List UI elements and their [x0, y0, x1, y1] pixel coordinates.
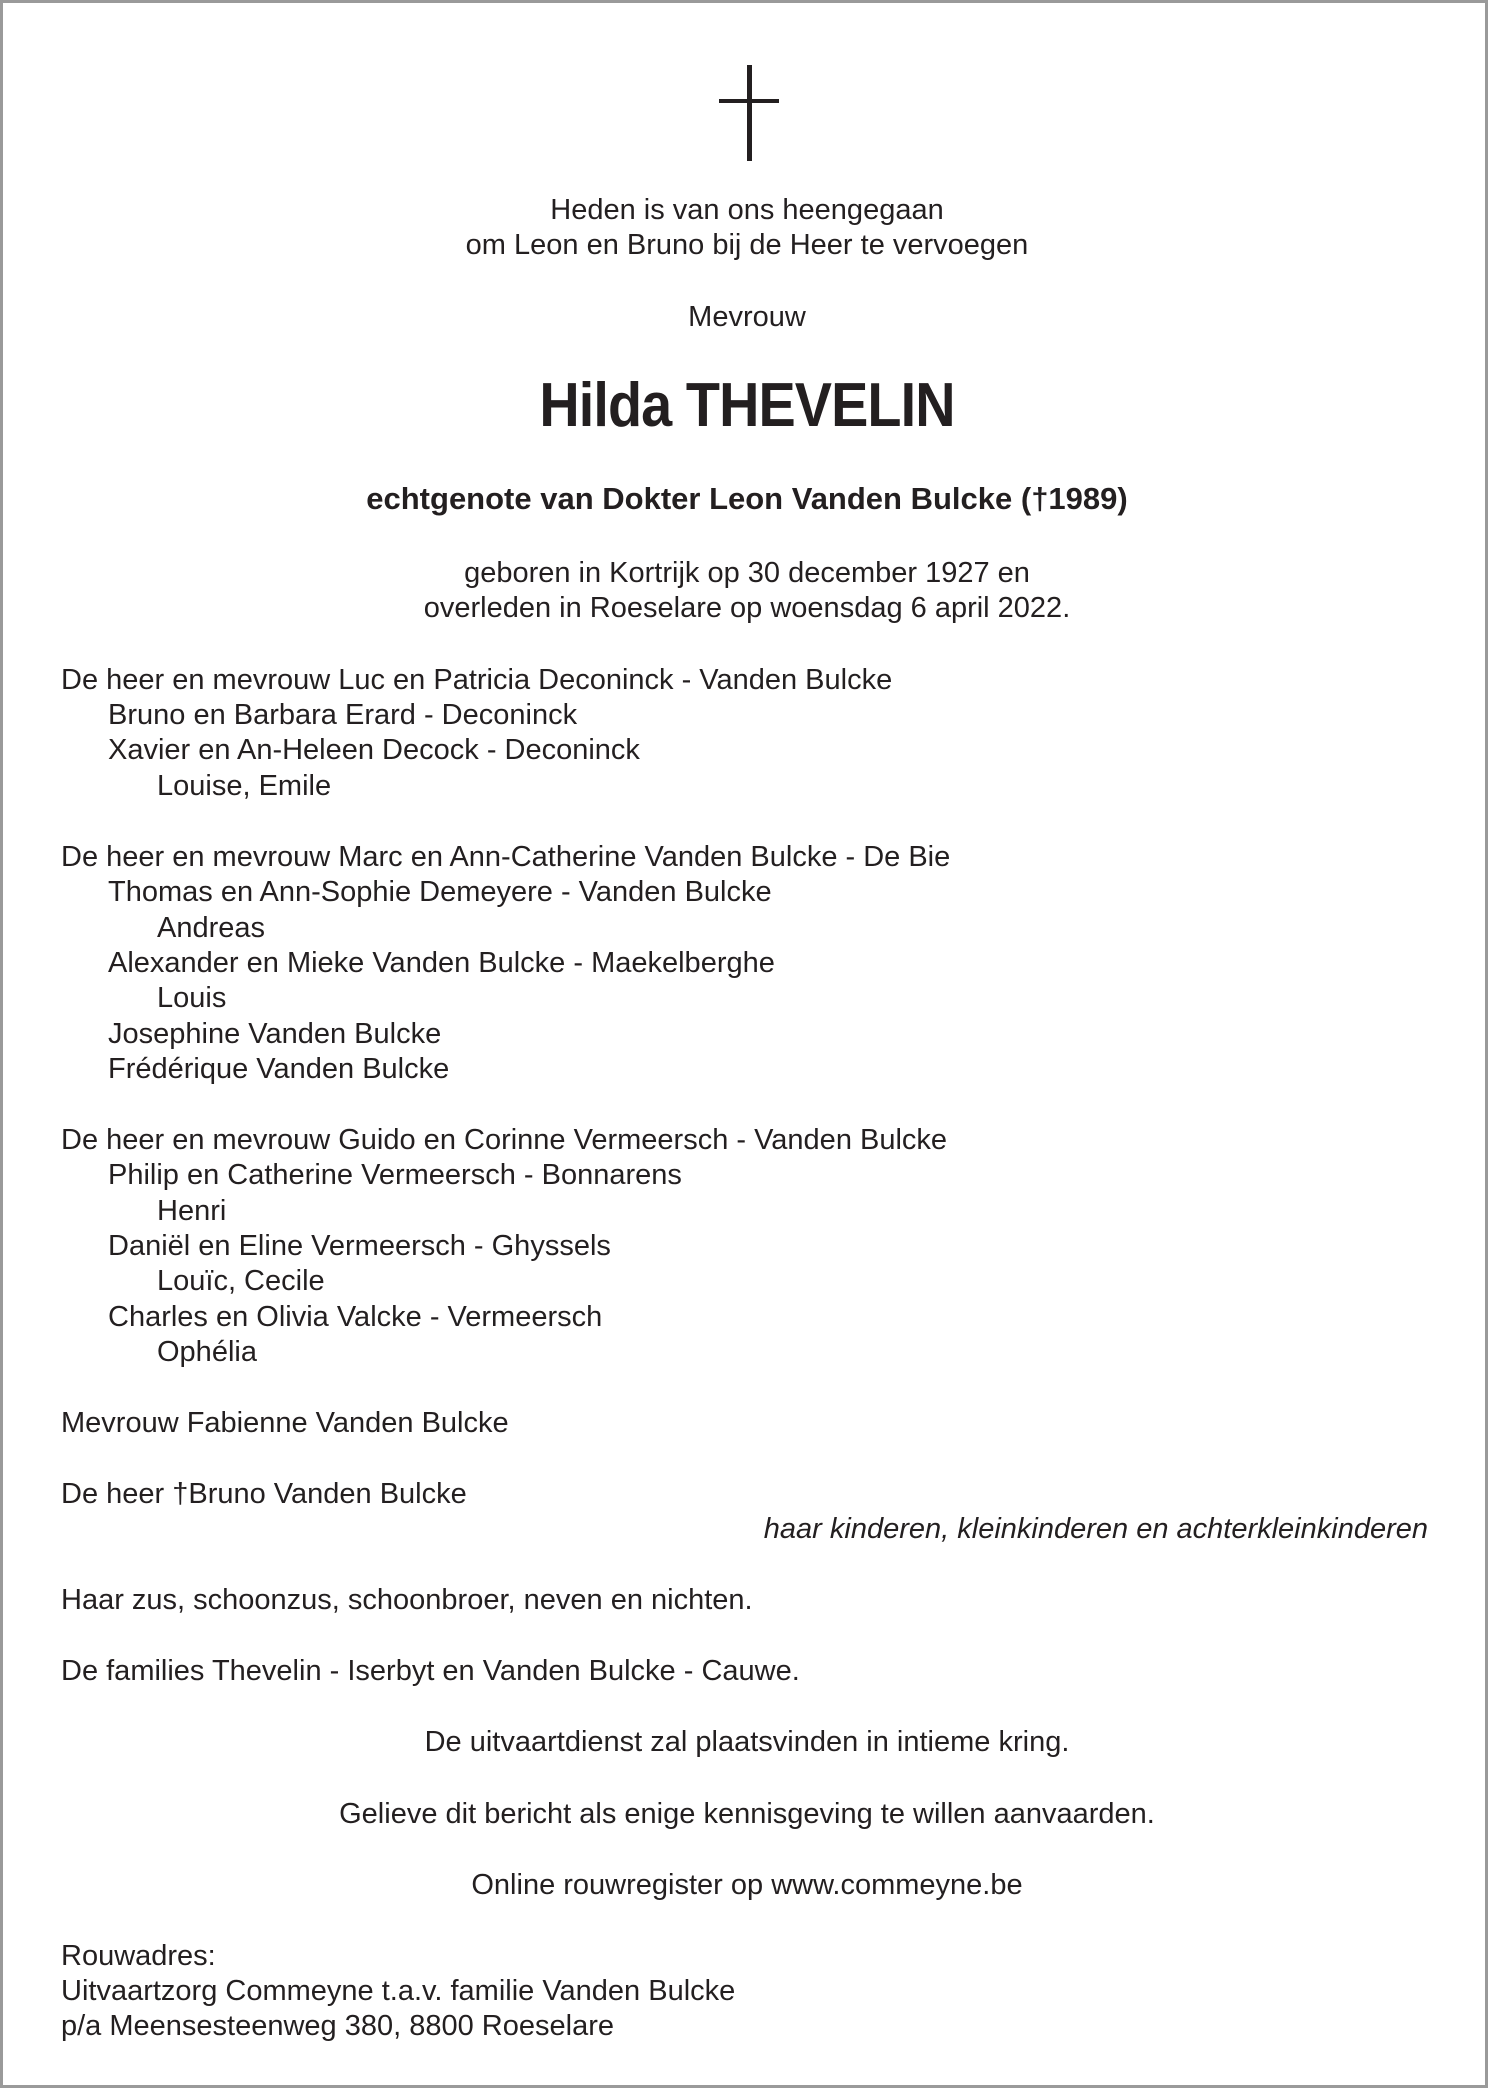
deceased-name: Hilda THEVELIN: [539, 371, 955, 440]
notice-line: Gelieve dit bericht als enige kennisgeving te willen aanvaarden.: [339, 1798, 1155, 1830]
family-head: De heer †Bruno Vanden Bulcke: [61, 1478, 467, 1510]
family-child: Thomas en Ann-Sophie Demeyere - Vanden Bulcke: [108, 876, 772, 908]
intro-line-2: om Leon en Bruno bij de Heer te vervoegen: [465, 229, 1029, 261]
family-grandchild: Andreas: [157, 912, 266, 944]
family-child: Frédérique Vanden Bulcke: [108, 1053, 450, 1085]
spouse-line: echtgenote van Dokter Leon Vanden Bulcke (†1989): [366, 481, 1128, 516]
family-child: Bruno en Barbara Erard - Deconinck: [108, 699, 578, 731]
family-child: Josephine Vanden Bulcke: [108, 1018, 442, 1050]
relatives-line: Haar zus, schoonzus, schoonbroer, neven en nichten.: [61, 1584, 753, 1616]
family-child: Xavier en An-Heleen Decock - Deconinck: [108, 734, 640, 766]
family-grandchild: Louïc, Cecile: [157, 1265, 325, 1297]
family-child: Charles en Olivia Valcke - Vermeersch: [108, 1301, 603, 1333]
funeral-line: De uitvaartdienst zal plaatsvinden in intieme kring.: [424, 1726, 1070, 1758]
family-head: De heer en mevrouw Guido en Corinne Vermeersch - Vanden Bulcke: [61, 1124, 948, 1156]
family-head: Mevrouw Fabienne Vanden Bulcke: [61, 1407, 509, 1439]
intro-line-1: Heden is van ons heengegaan: [550, 194, 944, 226]
family-grandchild: Ophélia: [157, 1336, 257, 1368]
family-grandchild: Henri: [157, 1195, 227, 1227]
family-child: Daniël en Eline Vermeersch - Ghyssels: [108, 1230, 611, 1262]
families-line: De families Thevelin - Iserbyt en Vanden Bulcke - Cauwe.: [61, 1655, 800, 1687]
descendants-caption: haar kinderen, kleinkinderen en achterkleinkinderen: [763, 1513, 1428, 1545]
family-child: Philip en Catherine Vermeersch - Bonnarens: [108, 1159, 682, 1191]
address-line-1: Uitvaartzorg Commeyne t.a.v. familie Vanden Bulcke: [61, 1975, 736, 2007]
address-label: Rouwadres:: [61, 1940, 216, 1972]
cross-icon: [719, 65, 779, 161]
family-head: De heer en mevrouw Marc en Ann-Catherine Vanden Bulcke - De Bie: [61, 841, 951, 873]
birth-line: geboren in Kortrijk op 30 december 1927 en: [464, 557, 1030, 589]
address-line-2: p/a Meensesteenweg 380, 8800 Roeselare: [61, 2010, 614, 2042]
family-grandchild: Louise, Emile: [157, 770, 332, 802]
family-grandchild: Louis: [157, 982, 227, 1014]
family-head: De heer en mevrouw Luc en Patricia Deconinck - Vanden Bulcke: [61, 664, 893, 696]
register-line: Online rouwregister op www.commeyne.be: [471, 1869, 1023, 1901]
family-child: Alexander en Mieke Vanden Bulcke - Maekelberghe: [108, 947, 775, 979]
death-line: overleden in Roeselare op woensdag 6 april 2022.: [423, 592, 1071, 624]
salutation: Mevrouw: [688, 301, 806, 333]
